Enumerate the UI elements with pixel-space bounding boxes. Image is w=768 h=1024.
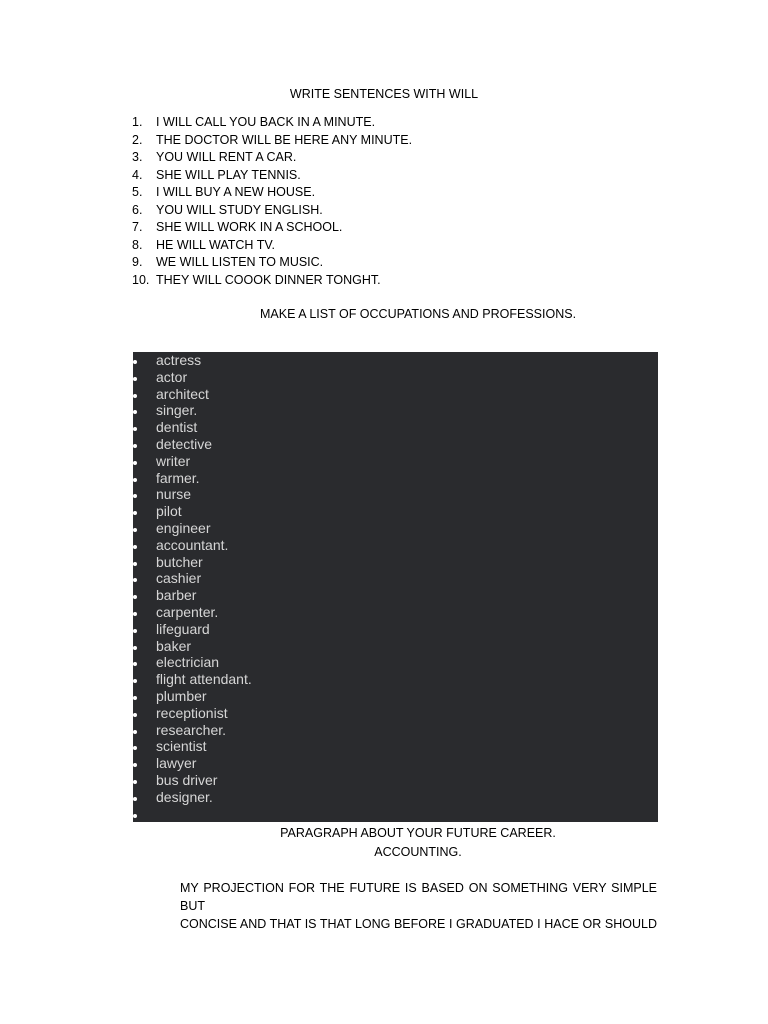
bullet-icon (133, 369, 139, 386)
bullet-icon (133, 352, 139, 369)
occupation-label: lifeguard (156, 620, 210, 637)
item-number: 6. (132, 202, 143, 217)
bullet-icon (133, 419, 139, 436)
occupation-label: plumber (156, 687, 207, 704)
bullet-icon (133, 520, 139, 537)
occupation-label: scientist (156, 738, 207, 755)
occupation-label: researcher. (156, 721, 227, 738)
occupation-label: carpenter. (156, 603, 219, 620)
list-item (132, 149, 412, 167)
bullet-icon (133, 705, 139, 722)
occupation-label: detective (156, 435, 213, 452)
occupation-label: baker (156, 637, 192, 654)
item-number: 1. (132, 115, 143, 129)
item-number: 10. (132, 272, 150, 287)
career-heading: PARAGRAPH ABOUT YOUR FUTURE CAREER. (280, 826, 556, 840)
bullet-icon (133, 621, 139, 638)
paragraph-line: MY PROJECTION FOR THE FUTURE IS BASED ON SOMETHING VERY SIMPLE BUT (180, 881, 657, 913)
sentence-text: THE DOCTOR WILL BE HERE ANY MINUTE. (156, 132, 413, 147)
list-item (132, 272, 412, 290)
occupation-label: dentist (156, 419, 198, 436)
bullet-icon (133, 554, 139, 571)
occupation-label: engineer (156, 519, 211, 536)
bullet-icon (133, 688, 139, 705)
list-item (132, 167, 412, 185)
bullet-icon (133, 537, 139, 554)
item-number: 8. (132, 237, 143, 252)
occupation-label: singer. (156, 402, 198, 419)
bullet-icon (133, 436, 139, 453)
bullet-icon (133, 453, 139, 470)
occupation-label: flight attendant. (156, 671, 252, 688)
occupation-label: cashier (156, 570, 202, 587)
occupation-label: architect (156, 385, 209, 402)
occupation-label: lawyer (156, 755, 197, 772)
occupation-label: farmer. (156, 469, 200, 486)
career-subheading: ACCOUNTING. (374, 845, 462, 859)
bullet-icon (133, 638, 139, 655)
sentence-text: THEY WILL COOOK DINNER TONGHT. (156, 272, 381, 287)
list-item (132, 184, 412, 202)
bullet-icon (133, 386, 139, 403)
bullet-icon (133, 402, 139, 419)
occupation-label: pilot (156, 503, 182, 520)
bullet-icon (133, 654, 139, 671)
bullet-icon (133, 772, 139, 789)
occupation-label: actress (156, 352, 202, 368)
occupation-label: writer (156, 452, 191, 469)
occupation-label: designer. (156, 788, 213, 805)
sentence-text: I WILL CALL YOU BACK IN A MINUTE. (156, 115, 376, 129)
occupation-label: butcher (156, 553, 203, 570)
item-number: 5. (132, 185, 143, 199)
bullet-icon (133, 486, 139, 503)
occupation-label: receptionist (156, 704, 228, 721)
bullet-icon (133, 738, 139, 755)
occupations-heading: MAKE A LIST OF OCCUPATIONS AND PROFESSIONS. (260, 307, 577, 321)
bullet-icon (133, 503, 139, 520)
bullet-icon (133, 755, 139, 772)
bullet-icon (133, 806, 139, 823)
paragraph-line: CONCISE AND THAT IS THAT LONG BEFORE I GRADUATED I HACE OR SHOULD (180, 917, 657, 931)
bullet-icon (133, 722, 139, 739)
occupation-label: bus driver (156, 771, 218, 788)
list-item (132, 254, 412, 272)
career-paragraph (180, 879, 657, 933)
occupation-label: actor (156, 368, 188, 385)
list-item (132, 114, 412, 132)
sentence-text: YOU WILL RENT A CAR. (156, 150, 297, 164)
list-item (132, 237, 412, 255)
list-item (132, 132, 412, 150)
item-number: 9. (132, 255, 143, 269)
item-number: 4. (132, 167, 143, 182)
occupation-label: barber (156, 587, 197, 604)
sentence-text: SHE WILL PLAY TENNIS. (156, 167, 301, 182)
sentence-text: HE WILL WATCH TV. (156, 237, 276, 252)
list-item (132, 202, 412, 220)
list-item (132, 219, 412, 237)
occupation-label: accountant. (156, 536, 229, 553)
bullet-icon (133, 570, 139, 587)
page-title: WRITE SENTENCES WITH WILL (289, 87, 479, 101)
item-number: 7. (132, 220, 143, 234)
sentence-text: YOU WILL STUDY ENGLISH. (156, 202, 323, 217)
sentence-list (132, 114, 412, 289)
bullet-icon (133, 671, 139, 688)
occupation-label: electrician (156, 654, 220, 671)
item-number: 2. (132, 132, 143, 147)
bullet-icon (133, 587, 139, 604)
occupations-panel (133, 352, 658, 822)
bullet-icon (133, 604, 139, 621)
bullet-icon (133, 470, 139, 487)
sentence-text: I WILL BUY A NEW HOUSE. (156, 185, 316, 199)
sentence-text: SHE WILL WORK IN A SCHOOL. (156, 220, 343, 234)
occupation-label: nurse (156, 486, 192, 503)
item-number: 3. (132, 150, 143, 164)
sentence-text: WE WILL LISTEN TO MUSIC. (156, 255, 324, 269)
bullet-icon (133, 789, 139, 806)
